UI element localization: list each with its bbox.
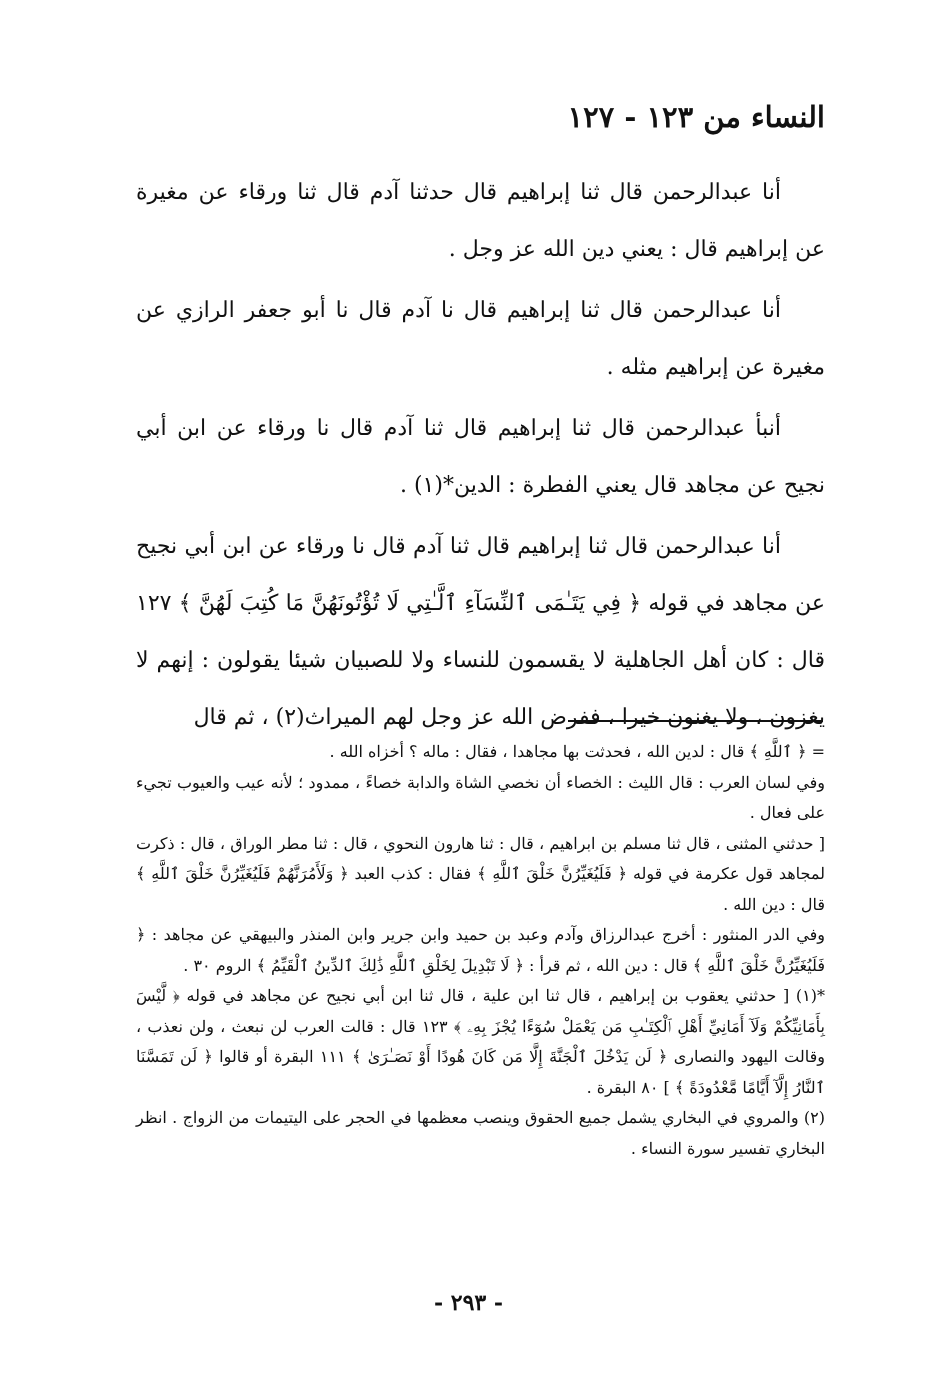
paragraph-1: أنا عبدالرحمن قال ثنا إبراهيم قال حدثنا آدم قال ثنا ورقاء عن مغيرة عن إبراهيم قال : يعني دين الله عز وجل . [136,180,825,262]
footnote-continuation: = ﴿ ٱللَّهِ ﴾ قال : لدين الله ، فحدثت بها مجاهدا ، فقال : ماله ؟ أخزاه الله . [329,742,825,761]
main-text [136,164,825,750]
footnote-1: *(١) [ حدثني يعقوب بن إبراهيم ، قال ثنا ابن علية ، قال ثنا ابن أبي نجيح عن مجاهد في قوله ﴿ لَّيْسَ بِأَمَانِيِّكُمْ وَلَآ أَمَانِيِّ أَهْلِ ٱلْكِتَـٰبِ مَن يَعْمَلْ سُوٓءًا يُجْزَ بِهِۦ ﴾ ١٢٣ قال : قالت العرب لن نبعث ، ولن نعذب ، وقالت اليهود والنصارى ﴿ لَن يَدْخُلَ ٱلْجَنَّةَ إِلَّا مَن كَانَ هُودًا أَوْ نَصَـٰرَىٰ ﴾ ١١١ البقرة أو قالوا ﴿ لَن تَمَسَّنَا ٱلنَّارُ إِلَّآ أَيَّامًا مَّعْدُودَةً ﴾ ] ٨٠ البقرة . [136,986,825,1097]
footnote-muthanna-hadith: [ حدثني المثنى ، قال ثنا مسلم بن ابراهيم ، قال : ثنا هارون النحوي ، قال : ثنا مطر الوراق ، قال : ذكرت لمجاهد قول عكرمة في قوله ﴿ فَلَيُغَيِّرُنَّ خَلْقَ ٱللَّهِ ﴾ فقال : كذب العبد ﴿ وَلَأَمُرَنَّهُمْ فَلَيُغَيِّرُنَّ خَلْقَ ٱللَّهِ ﴾ قال : دين الله . [136,833,825,914]
footnote-2: (٢) والمروي في البخاري يشمل جميع الحقوق وينصب معظمها في الحجر على اليتيمات من الزواج . انظر البخاري تفسير سورة النساء . [136,1108,825,1158]
paragraph-2: أنا عبدالرحمن قال ثنا إبراهيم قال نا آدم قال نا أبو جعفر الرازي عن مغيرة عن إبراهيم مثله . [136,298,825,380]
footnote-lisan-al-arab: وفي لسان العرب : قال الليث : الخصاء أن نخصي الشاة والدابة خصاءً ، ممدود ؛ لأنه عيب والعيوب تجيء على فعال . [136,772,825,822]
paragraph-3: أنبأ عبدالرحمن قال ثنا إبراهيم قال ثنا آدم قال نا ورقاء عن ابن أبي نجيح عن مجاهد قال يعني الفطرة : الدين*(١) . [136,416,825,498]
footnotes [136,737,825,1164]
page-number: - ٢٩٣ - [433,1290,504,1316]
page-header-title: النساء من ١٢٣ - ١٢٧ [567,100,825,134]
paragraph-4: أنا عبدالرحمن قال ثنا إبراهيم قال ثنا آدم قال نا ورقاء عن ابن أبي نجيح عن مجاهد في قوله ﴿ فِي يَتَـٰمَى ٱلنِّسَآءِ ٱلَّـٰتِي لَا تُؤْتُونَهُنَّ مَا كُتِبَ لَهُنَّ ﴾ ١٢٧ قال : كان أهل الجاهلية لا يقسمون للنساء ولا للصبيان شيئا يقولون : إنهم لا يغزون ، ولا يغنون خيرا ، ففرض الله عز وجل لهم الميراث(٢) ، ثم قال [136,534,825,730]
footnote-durr-manthur: وفي الدر المنثور : أخرج عبدالرزاق وآدم وعبد بن حميد وابن جرير وابن المنذر والبيهقي عن مجاهد : ﴿ فَلَيُغَيِّرُنَّ خَلْقَ ٱللَّهِ ﴾ قال : دين الله ، ثم قرأ : ﴿ لَا تَبْدِيلَ لِخَلْقِ ٱللَّهِ ذَٰلِكَ ٱلدِّينُ ٱلْقَيِّمُ ﴾ الروم ٣٠ . [136,925,825,975]
footnote-separator [568,720,823,722]
